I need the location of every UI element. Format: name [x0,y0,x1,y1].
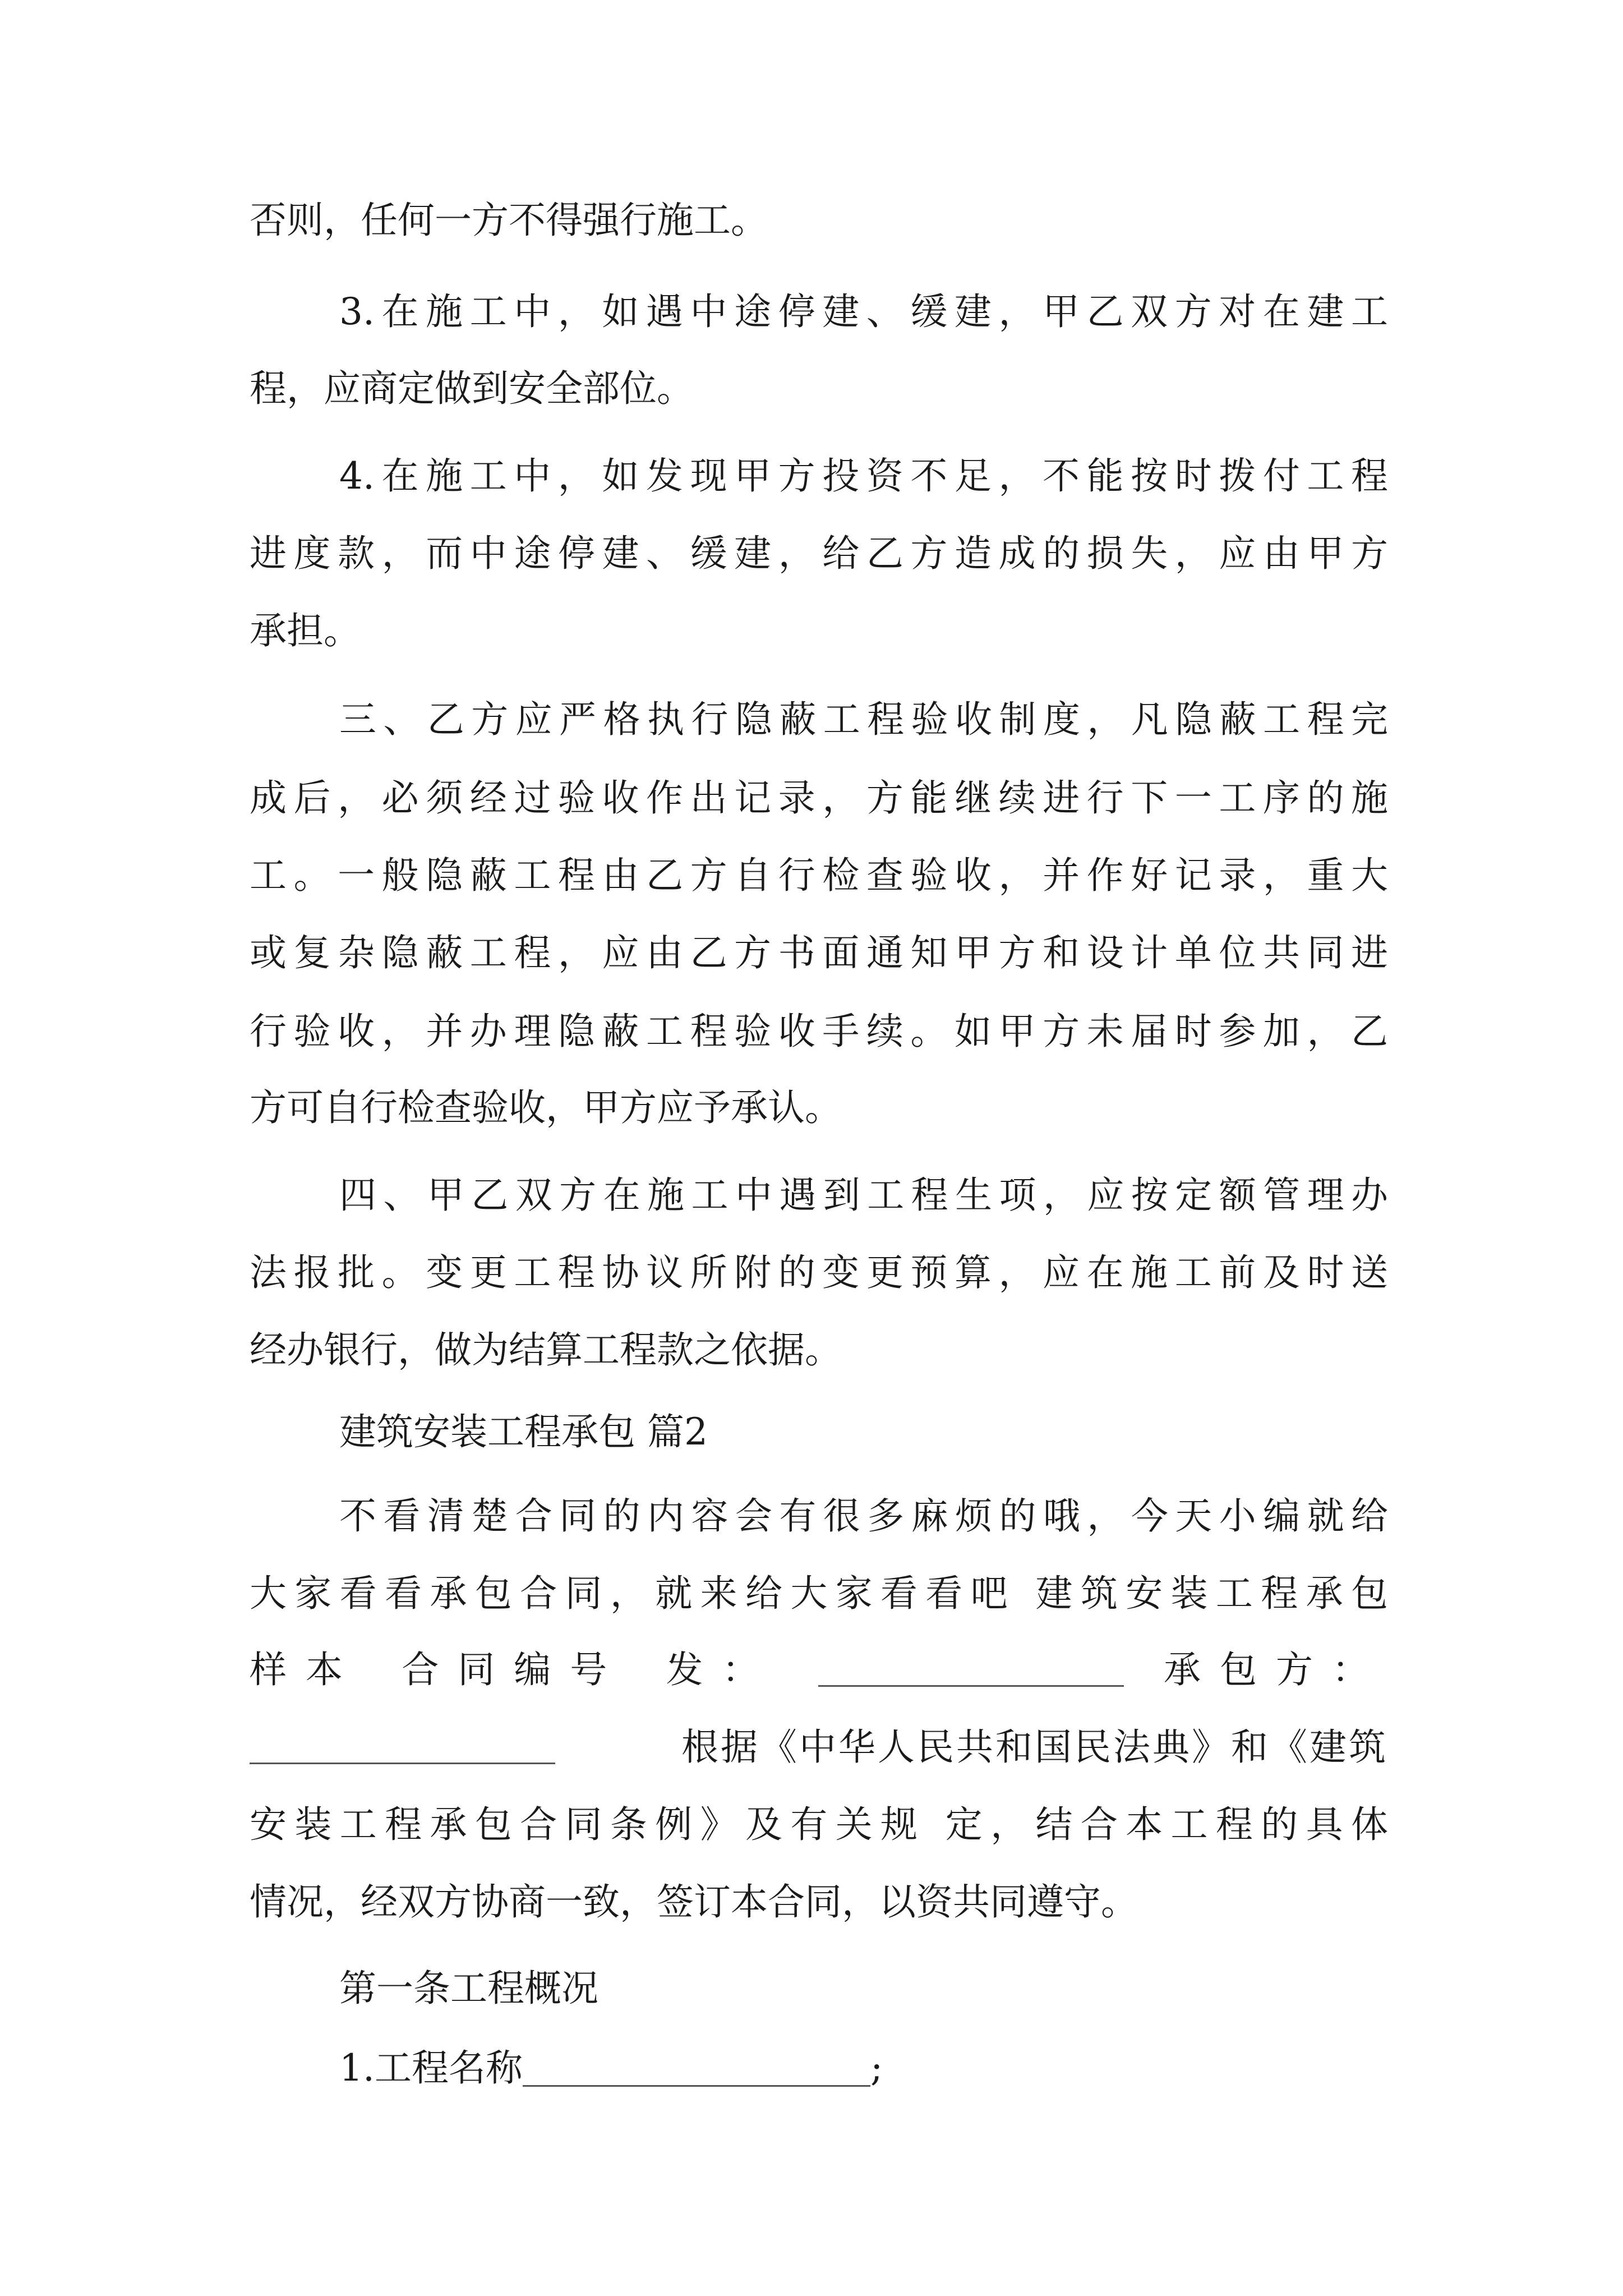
paragraph-line: 大家看看承包合同，就来给大家看看吧 建筑安装工程承包 [250,1572,1388,1615]
paragraph-line: 进度款，而中途停建、缓建，给乙方造成的损失，应由甲方 [250,532,1388,575]
paragraph-line: 不看清楚合同的内容会有很多麻烦的哦，今天小编就给 [339,1494,1388,1538]
project-name-suffix: ; [870,2046,883,2090]
paragraph-line: 方可自行检查验收，甲方应予承认。 [250,1086,842,1129]
basis-line [250,1726,1388,1774]
paragraph-line: 情况，经双方协商一致，签订本合同，以资共同遵守。 [250,1880,1138,1924]
article-heading: 第一条工程概况 [339,1967,598,2010]
paragraph-line: 法报批。变更工程协议所附的变更预算，应在施工前及时送 [250,1251,1388,1294]
contractor-label: 承包方： [1164,1648,1388,1691]
paragraph-line: 四、甲乙双方在施工中遇到工程生项，应按定额管理办 [339,1174,1388,1217]
project-name-label: 1.工程名称 [339,2046,523,2090]
paragraph-line: 3.在施工中，如遇中途停建、缓建，甲乙双方对在建工 [339,290,1388,333]
contractor-blank[interactable] [250,1729,555,1764]
paragraph-line: 否则，任何一方不得强行施工。 [250,199,768,242]
paragraph-line: 或复杂隐蔽工程，应由乙方书面通知甲方和设计单位共同进 [250,931,1388,974]
paragraph-line: 工。一般隐蔽工程由乙方自行检查验收，并作好记录，重大 [250,854,1388,897]
issuer-blank[interactable] [818,1651,1124,1687]
sample-line [250,1648,1388,1696]
section-heading: 建筑安装工程承包 篇2 [339,1410,708,1453]
paragraph-line: 成后，必须经过验收作出记录，方能继续进行下一工序的施 [250,776,1388,820]
paragraph-line: 三、乙方应严格执行隐蔽工程验收制度，凡隐蔽工程完 [339,698,1388,741]
paragraph-line: 承担。 [250,609,361,652]
paragraph-line: 程，应商定做到安全部位。 [250,367,694,410]
paragraph-line: 安装工程承包合同条例》及有关规 定，结合本工程的具体 [250,1803,1388,1846]
paragraph-line: 行验收，并办理隐蔽工程验收手续。如甲方未届时参加，乙 [250,1010,1388,1053]
paragraph-line: 经办银行，做为结算工程款之依据。 [250,1328,842,1372]
sample-label: 样本 [250,1648,362,1691]
contract-number-label: 合同编号 [402,1648,626,1691]
project-name-line [339,2046,883,2095]
paragraph-line: 4.在施工中，如发现甲方投资不足，不能按时拨付工程 [339,454,1388,498]
issuer-label: 发： [666,1648,778,1691]
basis-text: 根据《中华人民共和国民法典》和《建筑 [681,1726,1388,1769]
project-name-blank[interactable] [523,2051,870,2087]
